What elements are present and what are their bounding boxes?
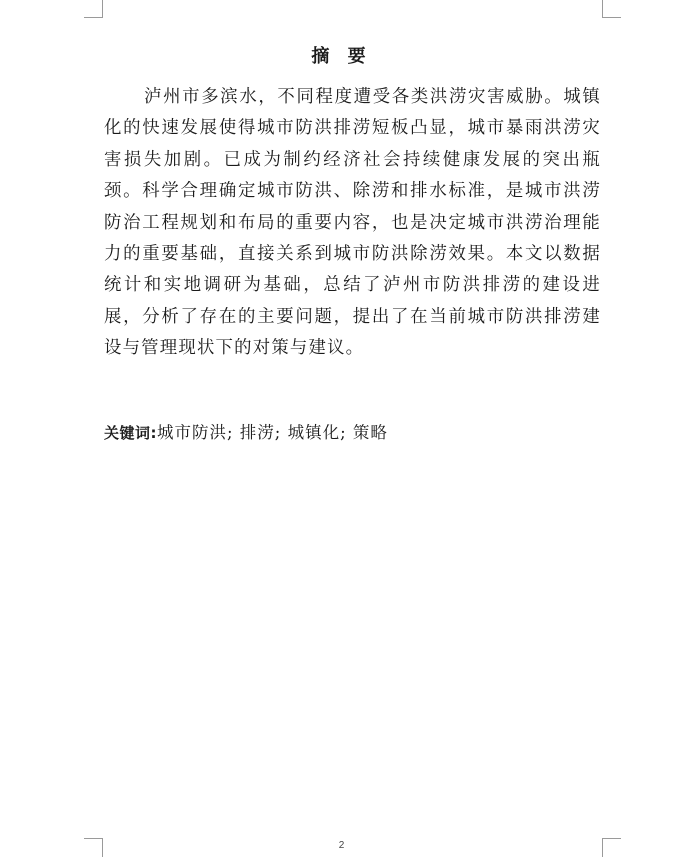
page-number: 2 (338, 840, 345, 851)
keywords-line (104, 420, 601, 446)
abstract-paragraph: 泸州市多滨水，不同程度遭受各类洪涝灾害威胁。城镇化的快速发展使得城市防洪排涝短板凸显，城市暴雨洪涝灾害损失加剧。已成为制约经济社会持续健康发展的突出瓶颈。科学合理确定城市防洪、除涝和排水标准，是城市洪涝防治工程规划和布局的重要内容，也是决定城市洪涝治理能力的重要基础，直接关系到城市防洪除涝效果。本文以数据统计和实地调研为基础，总结了泸州市防洪排涝的建设进展，分析了存在的主要问题，提出了在当前城市防洪排涝建设与管理现状下的对策与建议。 (104, 87, 601, 359)
crop-mark-top-right (602, 0, 621, 18)
crop-mark-top-left (84, 0, 103, 18)
abstract-title: 摘 要 (311, 46, 372, 67)
keywords-label: 关键词: (104, 424, 157, 442)
keywords-text: 城市防洪; 排涝; 城镇化; 策略 (157, 423, 388, 442)
